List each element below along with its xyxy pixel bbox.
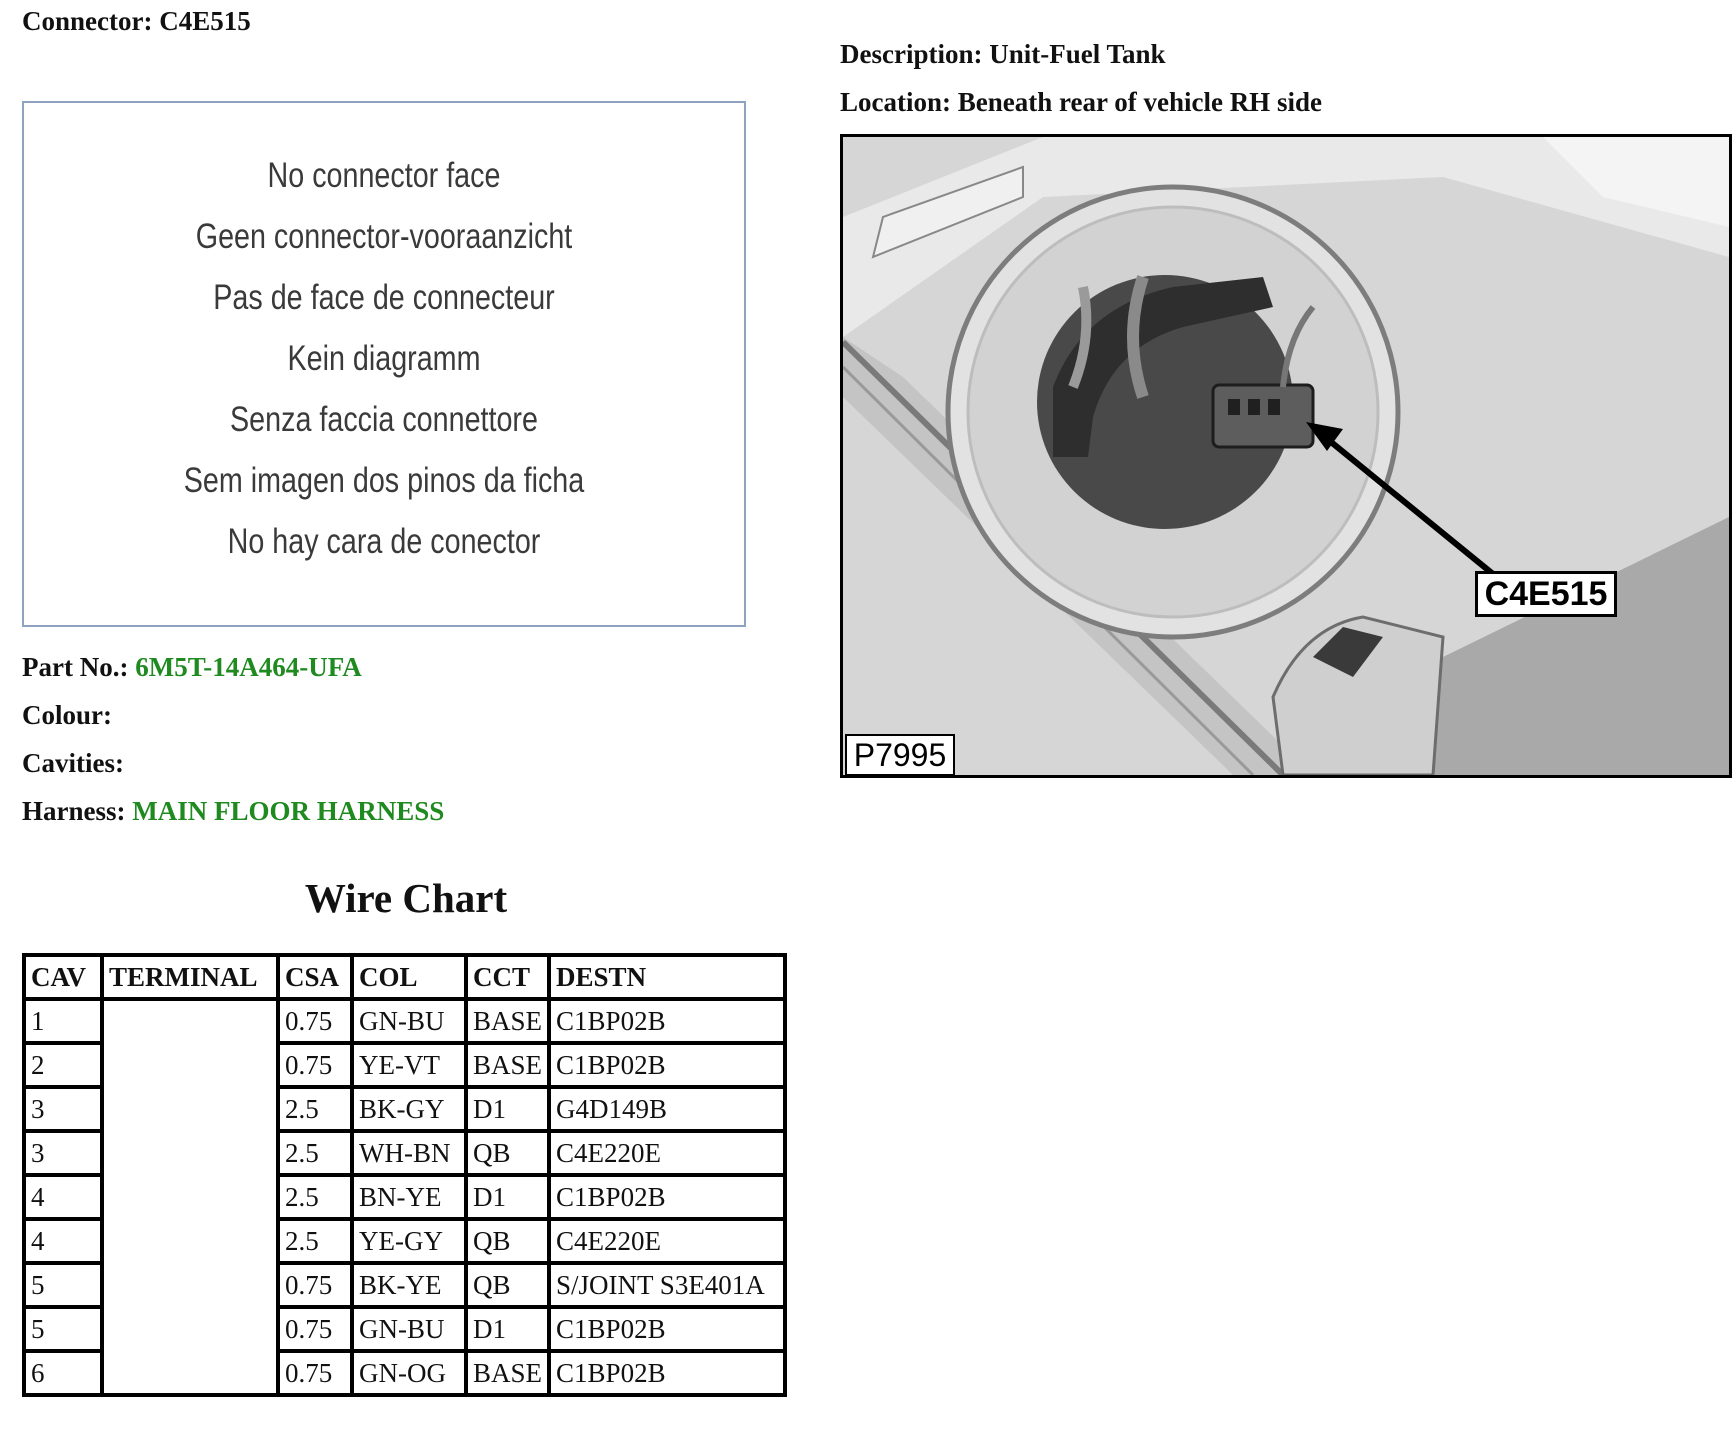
no-connector-face-box — [22, 101, 746, 627]
cell-cct: BASE — [466, 999, 549, 1043]
column-header-col: COL — [352, 955, 466, 999]
location-line — [840, 87, 1322, 118]
no-connector-face-text: Senza faccia connettore — [230, 400, 538, 439]
cell-cav: 3 — [24, 1087, 102, 1131]
cell-csa: 2.5 — [278, 1087, 352, 1131]
cell-cct: BASE — [466, 1043, 549, 1087]
cell-cav: 6 — [24, 1351, 102, 1395]
cell-destn[interactable]: C1BP02B — [549, 1351, 785, 1395]
no-connector-face-text: No hay cara de conector — [227, 522, 541, 561]
cell-destn[interactable]: G4D149B — [549, 1087, 785, 1131]
cell-destn[interactable]: C4E220E — [549, 1131, 785, 1175]
cell-col: WH-BN — [352, 1131, 466, 1175]
location-value: Beneath rear of vehicle RH side — [957, 87, 1322, 117]
no-connector-face-text: No connector face — [267, 156, 501, 195]
cell-cct: BASE — [466, 1351, 549, 1395]
colour-line — [22, 700, 112, 731]
cell-csa: 2.5 — [278, 1131, 352, 1175]
callout-label: C4E515 — [1475, 571, 1617, 617]
column-header-cct: CCT — [466, 955, 549, 999]
table-header-row — [24, 955, 785, 999]
cell-cct: D1 — [466, 1087, 549, 1131]
cell-cav: 5 — [24, 1263, 102, 1307]
cell-cav: 5 — [24, 1307, 102, 1351]
colour-label: Colour: — [22, 700, 112, 730]
cell-cct: QB — [466, 1131, 549, 1175]
cell-cav: 3 — [24, 1131, 102, 1175]
cell-destn[interactable]: C1BP02B — [549, 1307, 785, 1351]
cell-csa: 0.75 — [278, 1263, 352, 1307]
cell-csa: 0.75 — [278, 1351, 352, 1395]
description-value: Unit-Fuel Tank — [989, 39, 1166, 69]
description-line — [840, 39, 1166, 70]
no-connector-face-text: Sem imagen dos pinos da ficha — [183, 461, 585, 500]
column-header-cav: CAV — [24, 955, 102, 999]
cell-col: YE-GY — [352, 1219, 466, 1263]
cavities-line — [22, 748, 124, 779]
location-label: Location: — [840, 87, 951, 117]
cell-cav: 1 — [24, 999, 102, 1043]
figure-id: P7995 — [845, 734, 955, 776]
no-connector-face-text: Kein diagramm — [287, 339, 481, 378]
harness-link[interactable]: MAIN FLOOR HARNESS — [132, 796, 445, 826]
wire-chart-table — [22, 953, 787, 1397]
column-header-terminal: TERMINAL — [102, 955, 278, 999]
cell-col: BK-GY — [352, 1087, 466, 1131]
cell-terminal — [102, 999, 278, 1395]
cell-cct: D1 — [466, 1175, 549, 1219]
connector-title — [22, 6, 251, 37]
cell-col: GN-BU — [352, 1307, 466, 1351]
cell-col: BN-YE — [352, 1175, 466, 1219]
no-connector-face-text: Pas de face de connecteur — [213, 278, 555, 317]
cell-cct: QB — [466, 1219, 549, 1263]
cell-destn[interactable]: C1BP02B — [549, 1043, 785, 1087]
cell-destn[interactable]: C4E220E — [549, 1219, 785, 1263]
cell-csa: 2.5 — [278, 1219, 352, 1263]
cavities-label: Cavities: — [22, 748, 124, 778]
cell-cct: QB — [466, 1263, 549, 1307]
cell-csa: 0.75 — [278, 1043, 352, 1087]
cell-col: YE-VT — [352, 1043, 466, 1087]
location-photo — [840, 134, 1732, 778]
cell-col: GN-BU — [352, 999, 466, 1043]
cell-csa: 0.75 — [278, 1307, 352, 1351]
wire-chart-title: Wire Chart — [304, 875, 508, 921]
cell-cav: 4 — [24, 1175, 102, 1219]
no-connector-face-text: Geen connector-vooraanzicht — [195, 217, 573, 256]
part-number-line — [22, 652, 362, 683]
cell-destn[interactable]: S/JOINT S3E401A — [549, 1263, 785, 1307]
table-row — [24, 999, 785, 1043]
cell-csa: 2.5 — [278, 1175, 352, 1219]
cell-csa: 0.75 — [278, 999, 352, 1043]
description-label: Description: — [840, 39, 983, 69]
cell-destn[interactable]: C1BP02B — [549, 1175, 785, 1219]
column-header-destn: DESTN — [549, 955, 785, 999]
location-illustration — [843, 137, 1729, 775]
cell-col: GN-OG — [352, 1351, 466, 1395]
cell-cav: 2 — [24, 1043, 102, 1087]
cell-destn[interactable]: C1BP02B — [549, 999, 785, 1043]
cell-cct: D1 — [466, 1307, 549, 1351]
cell-cav: 4 — [24, 1219, 102, 1263]
connector-label: Connector: — [22, 6, 153, 36]
column-header-csa: CSA — [278, 955, 352, 999]
part-number-link[interactable]: 6M5T-14A464-UFA — [135, 652, 362, 682]
harness-line — [22, 796, 444, 827]
connector-value: C4E515 — [159, 6, 251, 36]
harness-label: Harness: — [22, 796, 126, 826]
cell-col: BK-YE — [352, 1263, 466, 1307]
part-number-label: Part No.: — [22, 652, 129, 682]
no-connector-face-list — [89, 145, 679, 572]
